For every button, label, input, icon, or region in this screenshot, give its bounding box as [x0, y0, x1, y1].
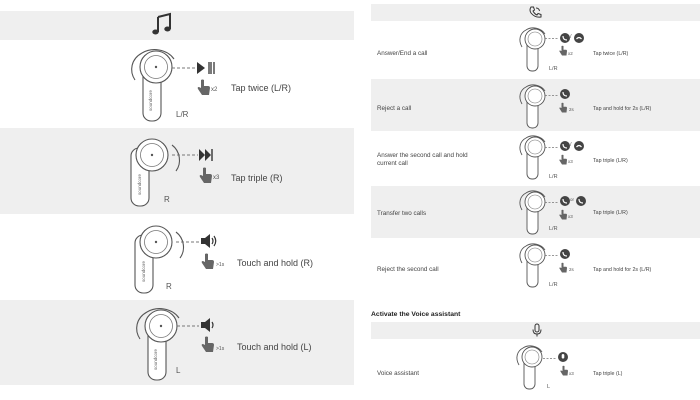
earbud-illustration — [513, 344, 549, 390]
tap-hand-icon — [197, 80, 211, 96]
brand-label: soundcore — [148, 89, 153, 111]
brand-label: soundcore — [141, 260, 146, 282]
answer-call-icon — [560, 33, 570, 43]
dashed-connector — [543, 357, 557, 360]
dashed-connector — [545, 254, 559, 257]
call-gesture-label: Tap triple (L/R) — [593, 158, 628, 164]
side-label: L/R — [549, 66, 558, 72]
dashed-connector — [172, 153, 202, 157]
hold-duration: >1s — [216, 346, 225, 352]
tap-hand-icon — [560, 366, 569, 376]
dashed-connector — [545, 37, 559, 40]
call-action-label: Answer/End a call — [377, 50, 428, 57]
hold-call-icon — [560, 141, 570, 151]
volume-down-icon — [201, 318, 215, 332]
dashed-connector — [545, 146, 559, 149]
voice-action-label: Voice assistant — [377, 370, 420, 377]
voice-section-title: Activate the Voice assistant — [371, 311, 461, 318]
side-label: L/R — [176, 110, 189, 119]
call-action-label: Answer the second call and hold current call — [377, 152, 468, 167]
tap-hand-icon — [559, 155, 568, 165]
earbud-illustration — [516, 134, 552, 180]
call-gesture-label: Tap triple (L/R) — [593, 210, 628, 216]
side-label: L — [547, 384, 551, 390]
mic-header — [371, 322, 700, 339]
brand-label: soundcore — [137, 173, 142, 195]
earbud-illustration — [516, 83, 552, 129]
icon-separator: / — [570, 142, 572, 148]
music-note-icon — [151, 14, 173, 36]
earbud-illustration — [516, 26, 552, 72]
call-action-label: Reject a call — [377, 105, 412, 112]
music-header — [0, 11, 354, 40]
hold-duration: 2s — [569, 267, 574, 272]
call-gesture-label: Tap twice (L/R) — [593, 51, 629, 57]
hold-hand-icon — [559, 103, 568, 113]
gesture-label: Tap twice (L/R) — [231, 83, 292, 93]
transfer-call-icon — [576, 196, 586, 206]
hold-hand-icon — [559, 263, 568, 273]
tap-count: x3 — [568, 159, 573, 164]
gesture-label: Touch and hold (L) — [237, 342, 312, 352]
dashed-connector — [545, 201, 559, 204]
phone-icon — [529, 6, 541, 18]
hold-duration: >1s — [216, 262, 225, 268]
earbud-illustration — [516, 242, 552, 288]
gesture-label: Touch and hold (R) — [237, 258, 314, 268]
earbud-illustration — [130, 304, 190, 379]
reject-call-icon — [560, 89, 570, 99]
side-label: L/R — [549, 226, 558, 232]
tap-count: x3 — [568, 214, 573, 219]
hold-hand-icon — [201, 337, 215, 353]
tap-count: x2 — [211, 87, 218, 93]
tap-count: x3 — [213, 175, 220, 181]
tap-hand-icon — [559, 46, 568, 56]
voice-gesture-label: Tap triple (L) — [593, 371, 623, 377]
icon-separator: / — [570, 34, 572, 40]
icon-separator: or — [570, 197, 575, 202]
tap-count: x3 — [569, 371, 574, 376]
hold-hand-icon — [201, 254, 215, 270]
hold-duration: 2s — [569, 107, 574, 112]
microphone-icon — [532, 324, 542, 337]
volume-up-icon — [201, 234, 219, 248]
voice-assistant-icon — [558, 352, 568, 362]
call-action-label: Transfer two calls — [377, 210, 427, 217]
side-label: R — [166, 282, 172, 291]
call-action-label: Reject the second call — [377, 266, 439, 273]
side-label: L/R — [549, 174, 558, 180]
side-label: L/R — [549, 282, 558, 288]
gesture-label: Tap triple (R) — [231, 173, 283, 183]
brand-label: soundcore — [153, 348, 158, 370]
call-controls-panel — [371, 0, 700, 400]
side-label: R — [164, 195, 170, 204]
side-label: L — [176, 366, 181, 375]
tap-hand-icon — [559, 210, 568, 220]
earbud-illustration — [128, 133, 188, 213]
call-gesture-label: Tap and hold for 2s (L/R) — [593, 267, 652, 273]
end-call-icon — [574, 141, 584, 151]
call-gesture-label: Tap and hold for 2s (L/R) — [593, 106, 652, 112]
play-pause-icon — [197, 62, 219, 74]
phone-header — [371, 4, 700, 21]
end-call-icon — [574, 33, 584, 43]
earbud-illustration — [132, 220, 192, 300]
tap-hand-icon — [199, 168, 213, 184]
dashed-connector — [545, 94, 559, 97]
earbud-illustration — [125, 45, 185, 120]
tap-count: x2 — [568, 51, 573, 56]
reject-second-call-icon — [560, 249, 570, 259]
transfer-call-icon — [560, 196, 570, 206]
earbud-illustration — [516, 189, 552, 235]
next-track-icon — [199, 149, 215, 161]
